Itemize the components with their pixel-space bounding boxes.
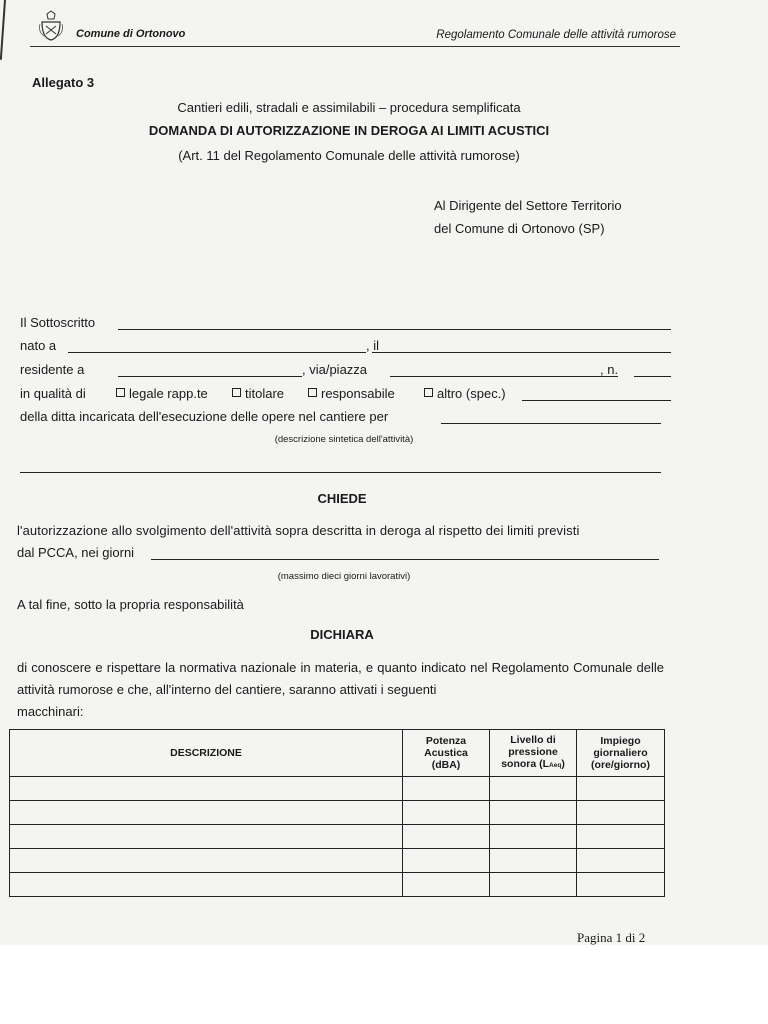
descrizione-note: (descrizione sintetica dell'attività) <box>274 434 414 445</box>
ditta-row <box>20 409 675 429</box>
header-municipality: Comune di Ortonovo <box>76 28 186 40</box>
table-cell[interactable] <box>403 825 490 849</box>
checkbox-titolare[interactable] <box>232 388 241 397</box>
recipient-line-2: del Comune di Ortonovo (SP) <box>434 221 605 236</box>
cantiere-field[interactable] <box>441 423 661 424</box>
page-number: Pagina 1 di 2 <box>577 930 646 945</box>
table-row <box>10 873 665 897</box>
responsabilita-text: A tal fine, sotto la propria responsabilità <box>17 597 244 612</box>
doc-subtitle: Cantieri edili, stradali e assimilabili – procedura semplificata <box>177 100 521 115</box>
qualita-label: in qualità di <box>20 386 86 401</box>
table-cell[interactable] <box>10 801 403 825</box>
numero-label: , n. <box>600 362 619 377</box>
altro-spec-field[interactable] <box>522 400 671 401</box>
data-nascita-field[interactable] <box>372 352 671 353</box>
table-cell[interactable] <box>403 801 490 825</box>
page-header <box>30 10 680 47</box>
table-cell[interactable] <box>577 849 665 873</box>
option-legale[interactable]: legale rapp.te <box>116 386 208 401</box>
giorni-row <box>17 545 662 565</box>
residente-a-field[interactable] <box>118 376 302 377</box>
ditta-label: della ditta incaricata dell'esecuzione delle opere nel cantiere per <box>20 409 389 424</box>
residente-a-label: residente a <box>20 362 85 377</box>
option-titolare[interactable]: titolare <box>232 386 284 401</box>
dichiara-end: macchinari: <box>17 704 84 719</box>
via-piazza-field[interactable] <box>390 376 618 377</box>
descrizione-field[interactable] <box>20 472 661 473</box>
checkbox-altro[interactable] <box>424 388 433 397</box>
table-cell[interactable] <box>490 801 577 825</box>
giorni-field[interactable] <box>151 559 659 560</box>
table-cell[interactable] <box>490 873 577 897</box>
table-cell[interactable] <box>577 801 665 825</box>
table-cell[interactable] <box>577 777 665 801</box>
nato-row <box>20 338 675 358</box>
checkbox-responsabile[interactable] <box>308 388 317 397</box>
checkbox-legale[interactable] <box>116 388 125 397</box>
table-cell[interactable] <box>490 777 577 801</box>
table-cell[interactable] <box>490 825 577 849</box>
machinery-table <box>9 729 665 897</box>
chiede-text: l'autorizzazione allo svolgimento dell'attività sopra descritta in deroga al rispetto dei limiti previsti <box>17 523 580 538</box>
table-row <box>10 825 665 849</box>
via-piazza-label: , via/piazza <box>302 362 368 377</box>
sottoscritto-label: Il Sottoscritto <box>20 315 96 330</box>
nato-a-field[interactable] <box>68 352 366 353</box>
giorni-label: dal PCCA, nei giorni <box>17 545 135 560</box>
table-cell[interactable] <box>403 873 490 897</box>
municipal-crest-icon <box>38 10 64 42</box>
doc-title: DOMANDA DI AUTORIZZAZIONE IN DEROGA AI LIMITI ACUSTICI <box>148 123 550 138</box>
header-regulation: Regolamento Comunale delle attività rumorose <box>436 29 676 41</box>
option-responsabile[interactable]: responsabile <box>308 386 395 401</box>
table-cell[interactable] <box>10 873 403 897</box>
table-cell[interactable] <box>10 825 403 849</box>
residente-row <box>20 362 675 382</box>
sottoscritto-field[interactable] <box>118 329 671 330</box>
table-cell[interactable] <box>577 873 665 897</box>
table-cell[interactable] <box>403 777 490 801</box>
table-cell[interactable] <box>577 825 665 849</box>
table-row <box>10 801 665 825</box>
table-row <box>10 777 665 801</box>
allegato-label: Allegato 3 <box>32 75 95 90</box>
col-livello: Livello di pressione sonora (LAeq) <box>490 730 577 777</box>
col-descrizione: DESCRIZIONE <box>10 730 403 777</box>
machinery-table-body <box>10 777 665 897</box>
col-impiego: Impiego giornaliero (ore/giorno) <box>577 730 665 777</box>
table-cell[interactable] <box>10 849 403 873</box>
table-header-row <box>10 730 665 777</box>
table-cell[interactable] <box>490 849 577 873</box>
table-row <box>10 849 665 873</box>
col-potenza: Potenza Acustica (dBA) <box>403 730 490 777</box>
numero-field[interactable] <box>634 376 671 377</box>
dichiara-text <box>17 657 664 723</box>
sottoscritto-row <box>20 315 675 335</box>
doc-article: (Art. 11 del Regolamento Comunale delle attività rumorose) <box>178 148 520 163</box>
il-label: , il <box>366 338 379 353</box>
nato-a-label: nato a <box>20 338 57 353</box>
dichiara-body: di conoscere e rispettare la normativa nazionale in materia, e quanto indicato nel Regolamento Comunale delle attività rumorose e che, all'interno del cantiere, saranno attivati i seguenti <box>17 660 664 697</box>
table-cell[interactable] <box>10 777 403 801</box>
dichiara-heading: DICHIARA <box>310 627 374 642</box>
giorni-note: (massimo dieci giorni lavorativi) <box>277 571 411 582</box>
chiede-heading: CHIEDE <box>317 491 367 506</box>
page-edge-mark <box>0 0 6 60</box>
qualita-row <box>20 386 675 406</box>
recipient-line-1: Al Dirigente del Settore Territorio <box>434 198 622 213</box>
table-cell[interactable] <box>403 849 490 873</box>
option-altro[interactable]: altro (spec.) <box>424 386 506 401</box>
